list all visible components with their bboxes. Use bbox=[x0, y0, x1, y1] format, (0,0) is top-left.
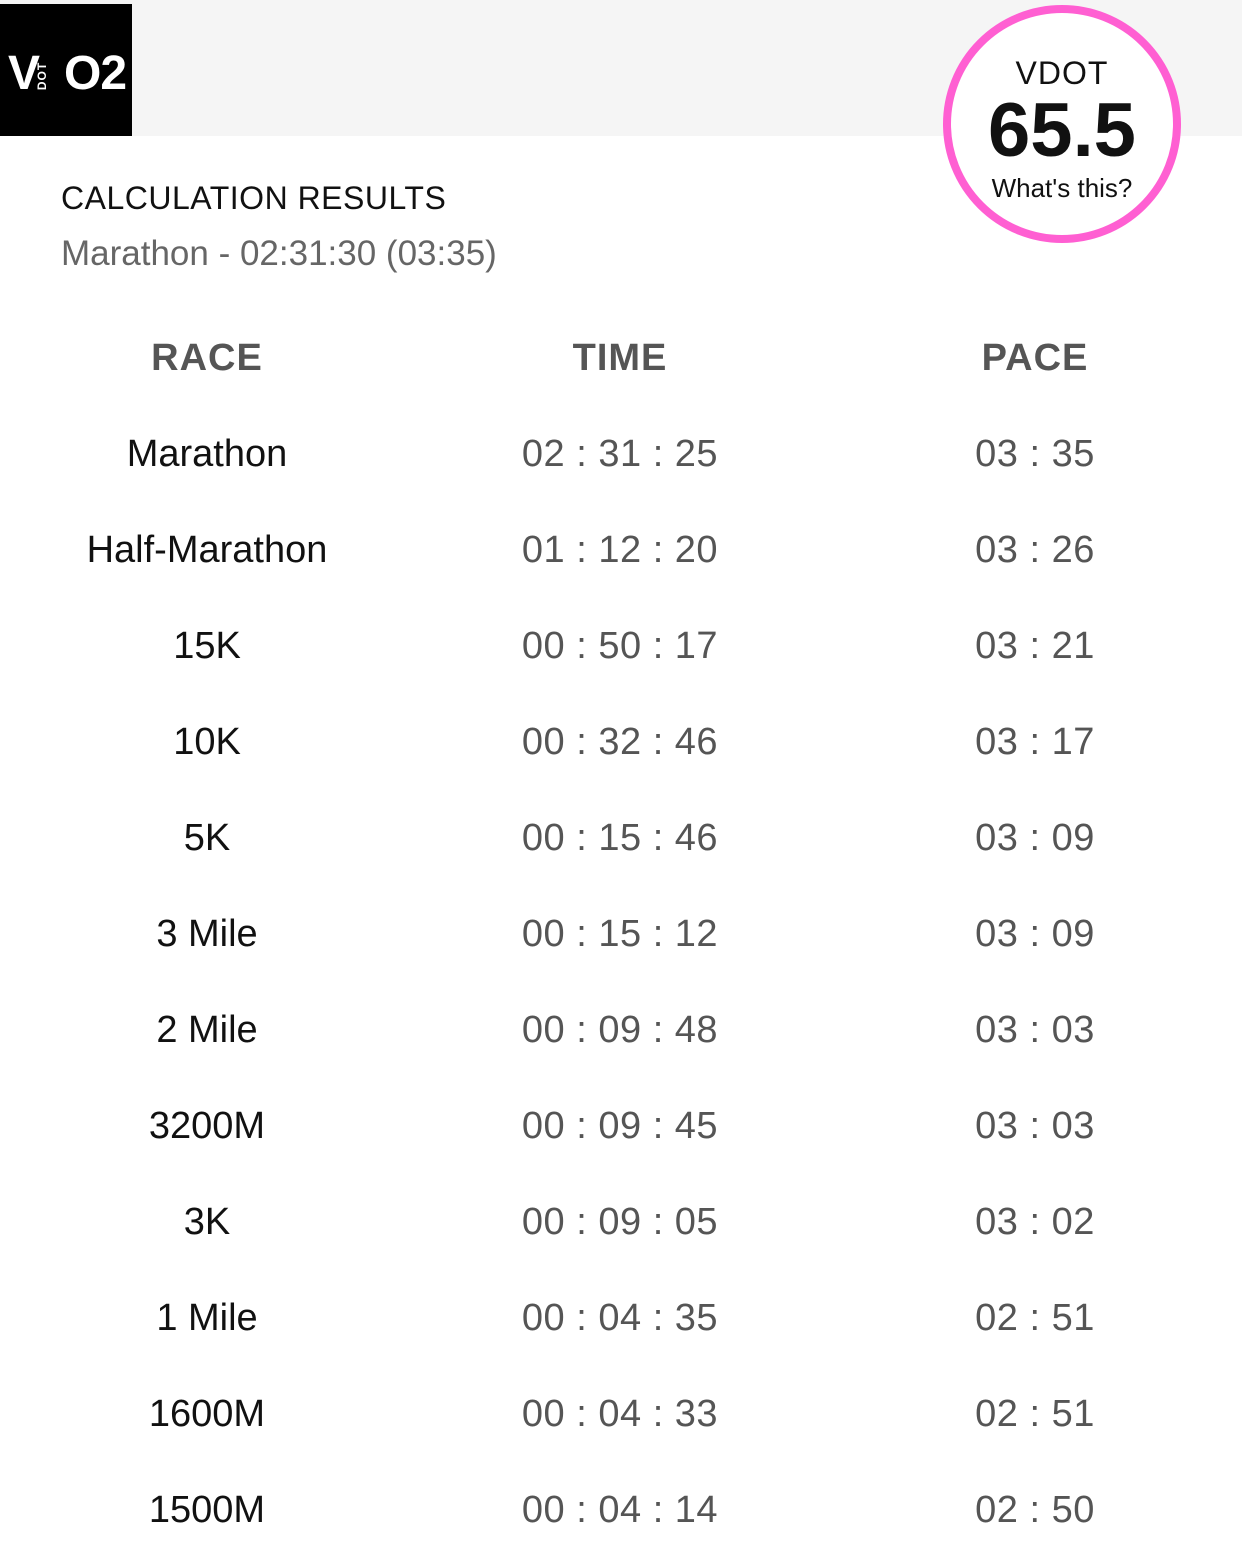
vdot-label: VDOT bbox=[1015, 55, 1109, 91]
time-cell: 00 : 09 : 05 bbox=[521, 1200, 719, 1243]
table-row bbox=[0, 598, 1242, 694]
results-table bbox=[0, 310, 1242, 1558]
race-cell: 5K bbox=[183, 816, 231, 859]
pace-cell: 02 : 51 bbox=[975, 1392, 1095, 1435]
logo-o2: O2 bbox=[64, 47, 127, 100]
pace-cell: 03 : 03 bbox=[975, 1008, 1095, 1051]
pace-cell: 03 : 21 bbox=[975, 624, 1095, 667]
pace-cell: 03 : 03 bbox=[975, 1104, 1095, 1147]
results-subtitle: Marathon - 02:31:30 (03:35) bbox=[61, 234, 497, 273]
race-cell: 2 Mile bbox=[156, 1008, 258, 1051]
logo-dot: DOT bbox=[35, 61, 49, 91]
vdot-badge[interactable] bbox=[943, 5, 1181, 243]
whats-this-link[interactable]: What's this? bbox=[991, 173, 1133, 203]
pace-cell: 03 : 17 bbox=[975, 720, 1095, 763]
pace-cell: 03 : 09 bbox=[975, 816, 1095, 859]
time-cell: 00 : 15 : 46 bbox=[521, 816, 719, 859]
table-row bbox=[0, 502, 1242, 598]
time-cell: 00 : 04 : 14 bbox=[521, 1488, 719, 1531]
time-cell: 00 : 09 : 48 bbox=[521, 1008, 719, 1051]
header-pace: PACE bbox=[981, 336, 1089, 379]
pace-cell: 03 : 09 bbox=[975, 912, 1095, 955]
time-cell: 01 : 12 : 20 bbox=[521, 528, 719, 571]
table-header-row bbox=[0, 310, 1242, 406]
race-cell: 3200M bbox=[148, 1104, 266, 1147]
pace-cell: 02 : 51 bbox=[975, 1296, 1095, 1339]
pace-cell: 03 : 26 bbox=[975, 528, 1095, 571]
race-cell: Marathon bbox=[126, 432, 288, 475]
race-cell: 1500M bbox=[148, 1488, 266, 1531]
time-cell: 02 : 31 : 25 bbox=[521, 432, 719, 475]
results-title: CALCULATION RESULTS bbox=[61, 180, 447, 216]
pace-cell: 03 : 35 bbox=[975, 432, 1095, 475]
table-row bbox=[0, 1270, 1242, 1366]
pace-cell: 03 : 02 bbox=[975, 1200, 1095, 1243]
time-cell: 00 : 04 : 33 bbox=[521, 1392, 719, 1435]
time-cell: 00 : 04 : 35 bbox=[521, 1296, 719, 1339]
table-row bbox=[0, 886, 1242, 982]
vdot-o2-logo[interactable] bbox=[0, 4, 132, 136]
time-cell: 00 : 09 : 45 bbox=[521, 1104, 719, 1147]
table-row bbox=[0, 406, 1242, 502]
table-row bbox=[0, 1174, 1242, 1270]
race-cell: Half-Marathon bbox=[86, 528, 328, 571]
table-row bbox=[0, 1366, 1242, 1462]
time-cell: 00 : 15 : 12 bbox=[521, 912, 719, 955]
header-race: RACE bbox=[151, 336, 263, 379]
vdot-value: 65.5 bbox=[988, 88, 1136, 173]
pace-cell: 02 : 50 bbox=[975, 1488, 1095, 1531]
race-cell: 10K bbox=[173, 720, 241, 763]
race-cell: 1 Mile bbox=[156, 1296, 258, 1339]
race-cell: 15K bbox=[173, 624, 241, 667]
header-time: TIME bbox=[572, 336, 668, 379]
table-row bbox=[0, 1078, 1242, 1174]
race-cell: 3 Mile bbox=[156, 912, 258, 955]
time-cell: 00 : 50 : 17 bbox=[521, 624, 719, 667]
race-cell: 1600M bbox=[148, 1392, 266, 1435]
time-cell: 00 : 32 : 46 bbox=[521, 720, 719, 763]
table-row bbox=[0, 790, 1242, 886]
table-row bbox=[0, 694, 1242, 790]
table-row bbox=[0, 982, 1242, 1078]
table-row bbox=[0, 1462, 1242, 1558]
race-cell: 3K bbox=[183, 1200, 231, 1243]
logo-v: V bbox=[8, 47, 40, 100]
